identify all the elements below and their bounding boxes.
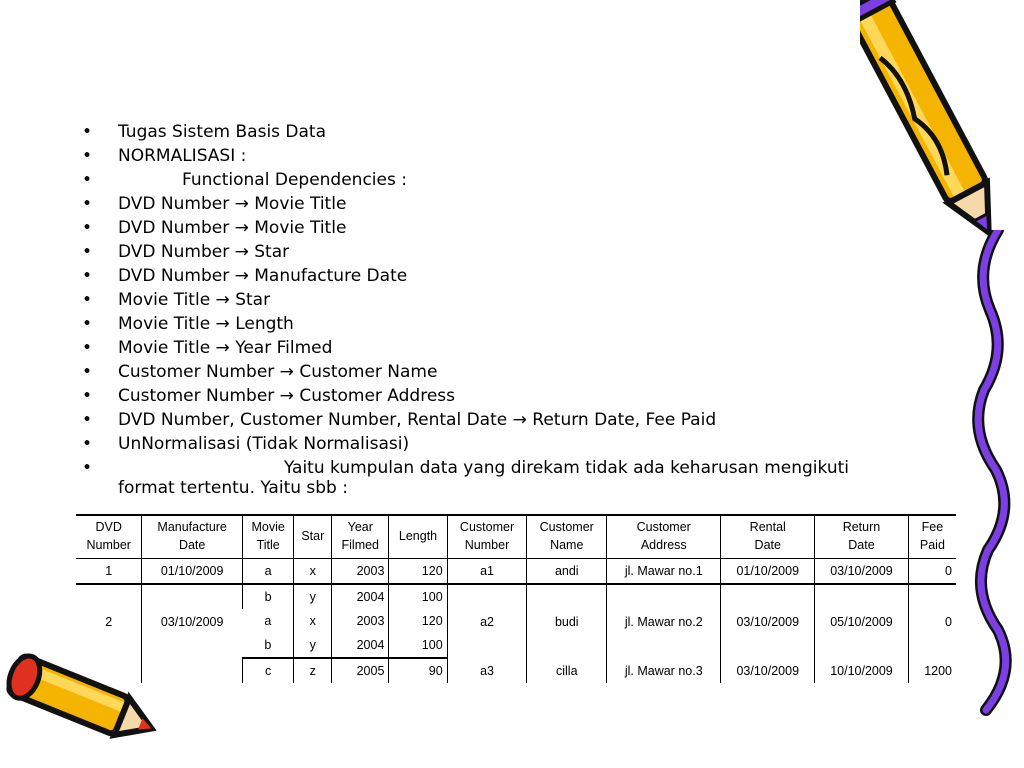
column-header-text: Date xyxy=(178,538,206,552)
column-header xyxy=(527,515,607,559)
cell-fee-paid: 0 xyxy=(908,559,956,585)
bullet-text: Yaitu kumpulan data yang direkam tidak ada keharusan mengikuti xyxy=(284,458,850,478)
column-header-text: Paid xyxy=(919,538,945,552)
column-header xyxy=(721,515,815,559)
cell-customer-address: jl. Mawar no.2 xyxy=(607,584,721,658)
cell-movie-title: a xyxy=(264,614,272,628)
cell-star: y xyxy=(294,584,332,609)
cell-dvd-number: 1 xyxy=(76,559,142,585)
cell-movie-title: b xyxy=(242,633,294,658)
bullet-item xyxy=(80,336,910,360)
bullet-item xyxy=(80,384,910,408)
column-header xyxy=(908,515,956,559)
cell-manufacture-date: 03/10/2009 xyxy=(142,584,242,658)
table-header-row xyxy=(76,515,956,559)
column-header-text: Name xyxy=(550,538,584,552)
unnormalized-table xyxy=(76,514,956,683)
column-header xyxy=(815,515,909,559)
column-header-text: Rental xyxy=(749,520,786,534)
bullet-dot: • xyxy=(82,458,93,478)
column-header-text: Year xyxy=(347,520,373,534)
table-row xyxy=(76,658,956,683)
cell-year-filmed: 2004 xyxy=(332,584,389,609)
cell-length: 100 xyxy=(389,584,447,609)
cell-star: x xyxy=(294,609,332,633)
cell-dvd-number: 2 xyxy=(105,614,113,629)
column-header xyxy=(389,515,447,559)
column-header xyxy=(242,515,294,559)
column-header-text: Return xyxy=(842,520,881,534)
column-header-text: Manufacture xyxy=(157,520,227,534)
cell-movie-title: a xyxy=(242,559,294,585)
cell-customer-number: a1 xyxy=(447,559,527,585)
bullet-text: DVD Number → Movie Title xyxy=(118,218,347,238)
bullet-dot: • xyxy=(82,386,93,406)
cell-return-date: 05/10/2009 xyxy=(815,584,909,658)
column-header-text: Fee xyxy=(921,520,944,534)
cell-movie-title: c xyxy=(242,658,294,683)
bullet-dot: • xyxy=(82,122,93,142)
bullet-dot: • xyxy=(82,434,93,454)
bullet-text: UnNormalisasi (Tidak Normalisasi) xyxy=(118,434,410,454)
bullet-item xyxy=(80,458,910,498)
cell-year-filmed: 2005 xyxy=(332,658,389,683)
cell-customer-name: budi xyxy=(527,584,607,658)
bullet-text: Customer Number → Customer Name xyxy=(118,362,438,382)
bullet-dot: • xyxy=(82,362,93,382)
bullet-text: NORMALISASI : xyxy=(118,146,247,166)
bullet-dot: • xyxy=(82,242,93,262)
column-header xyxy=(607,515,721,559)
bullet-item xyxy=(80,168,910,192)
bullet-item xyxy=(80,144,910,168)
column-header xyxy=(294,515,332,559)
bullet-text: DVD Number → Movie Title xyxy=(118,194,347,214)
bullet-dot: • xyxy=(82,338,93,358)
column-header-text: Length xyxy=(398,529,438,543)
column-header-text: Title xyxy=(256,538,280,552)
column-header xyxy=(447,515,527,559)
bullet-dot: • xyxy=(82,170,93,190)
cell-customer-address: jl. Mawar no.3 xyxy=(607,658,721,683)
table-row xyxy=(76,559,956,585)
cell-length: 100 xyxy=(389,633,447,658)
bullet-dot: • xyxy=(82,194,93,214)
bullet-text: Movie Title → Year Filmed xyxy=(118,338,333,358)
cell-return-date: 10/10/2009 xyxy=(815,658,909,683)
cell-dvd-number xyxy=(76,658,142,683)
bullet-text: Movie Title → Star xyxy=(118,290,271,310)
bullet-dot: • xyxy=(82,146,93,166)
wavy-line-decoration xyxy=(968,230,1024,730)
cell-year-filmed: 2003 xyxy=(332,609,389,633)
bullet-text: Functional Dependencies : xyxy=(182,170,407,190)
column-header-text: Number xyxy=(86,538,131,552)
bullet-item xyxy=(80,240,910,264)
cell-length: 90 xyxy=(389,658,447,683)
column-header-text: Address xyxy=(640,538,687,552)
cell-customer-name: andi xyxy=(527,559,607,585)
column-header xyxy=(76,515,142,559)
cell-length: 120 xyxy=(389,609,447,633)
cell-rental-date: 01/10/2009 xyxy=(721,559,815,585)
cell-customer-address: jl. Mawar no.1 xyxy=(607,559,721,585)
bullet-text: DVD Number → Star xyxy=(118,242,290,262)
column-header-text: Movie xyxy=(251,520,285,534)
bullet-item xyxy=(80,288,910,312)
cell-customer-name: cilla xyxy=(527,658,607,683)
column-header-text: Number xyxy=(464,538,510,552)
column-header xyxy=(142,515,242,559)
column-header xyxy=(332,515,389,559)
cell-customer-number: a2 xyxy=(447,584,527,658)
cell-fee-paid: 0 xyxy=(908,584,956,658)
table-row xyxy=(76,584,956,609)
column-header-text: Customer xyxy=(539,520,594,534)
cell-rental-date: 03/10/2009 xyxy=(721,584,815,658)
column-header-text: Star xyxy=(301,529,325,543)
bullet-dot: • xyxy=(82,314,93,334)
bullet-dot: • xyxy=(82,218,93,238)
column-header-text: DVD xyxy=(95,520,122,534)
bullet-text: Movie Title → Length xyxy=(118,314,294,334)
bullet-item xyxy=(80,312,910,336)
bullet-text-continuation: format tertentu. Yaitu sbb : xyxy=(118,478,348,498)
bullet-dot: • xyxy=(82,290,93,310)
cell-star: x xyxy=(294,559,332,585)
cell-star: y xyxy=(294,633,332,658)
bullet-dot: • xyxy=(82,266,93,286)
cell-manufacture-date xyxy=(142,658,242,683)
bullet-text: DVD Number → Manufacture Date xyxy=(118,266,408,286)
bullet-item xyxy=(80,360,910,384)
column-header-text: Customer xyxy=(636,520,691,534)
bullet-item xyxy=(80,120,910,144)
bullet-item xyxy=(80,432,910,456)
bullet-item xyxy=(80,264,910,288)
cell-year-filmed: 2003 xyxy=(332,559,389,585)
bullet-text: Customer Number → Customer Address xyxy=(118,386,456,406)
cell-return-date: 03/10/2009 xyxy=(815,559,909,585)
column-header-text: Filmed xyxy=(341,538,380,552)
bullet-list xyxy=(80,120,910,498)
bullet-text: Tugas Sistem Basis Data xyxy=(118,122,327,142)
cell-manufacture-date: 01/10/2009 xyxy=(142,559,242,585)
bullet-item xyxy=(80,216,910,240)
cell-year-filmed: 2004 xyxy=(332,633,389,658)
bullet-dot: • xyxy=(82,410,93,430)
bullet-text: DVD Number, Customer Number, Rental Date → Return Date, Fee Paid xyxy=(118,410,717,430)
column-header-text: Date xyxy=(754,538,781,552)
cell-customer-number: a3 xyxy=(447,658,527,683)
cell-rental-date: 03/10/2009 xyxy=(721,658,815,683)
cell-length: 120 xyxy=(389,559,447,585)
column-header-text: Customer xyxy=(459,520,515,534)
bullet-item xyxy=(80,192,910,216)
column-header-text: Date xyxy=(848,538,875,552)
cell-fee-paid: 1200 xyxy=(908,658,956,683)
cell-star: z xyxy=(294,658,332,683)
cell-movie-title: b xyxy=(242,584,294,609)
bullet-item xyxy=(80,408,910,432)
